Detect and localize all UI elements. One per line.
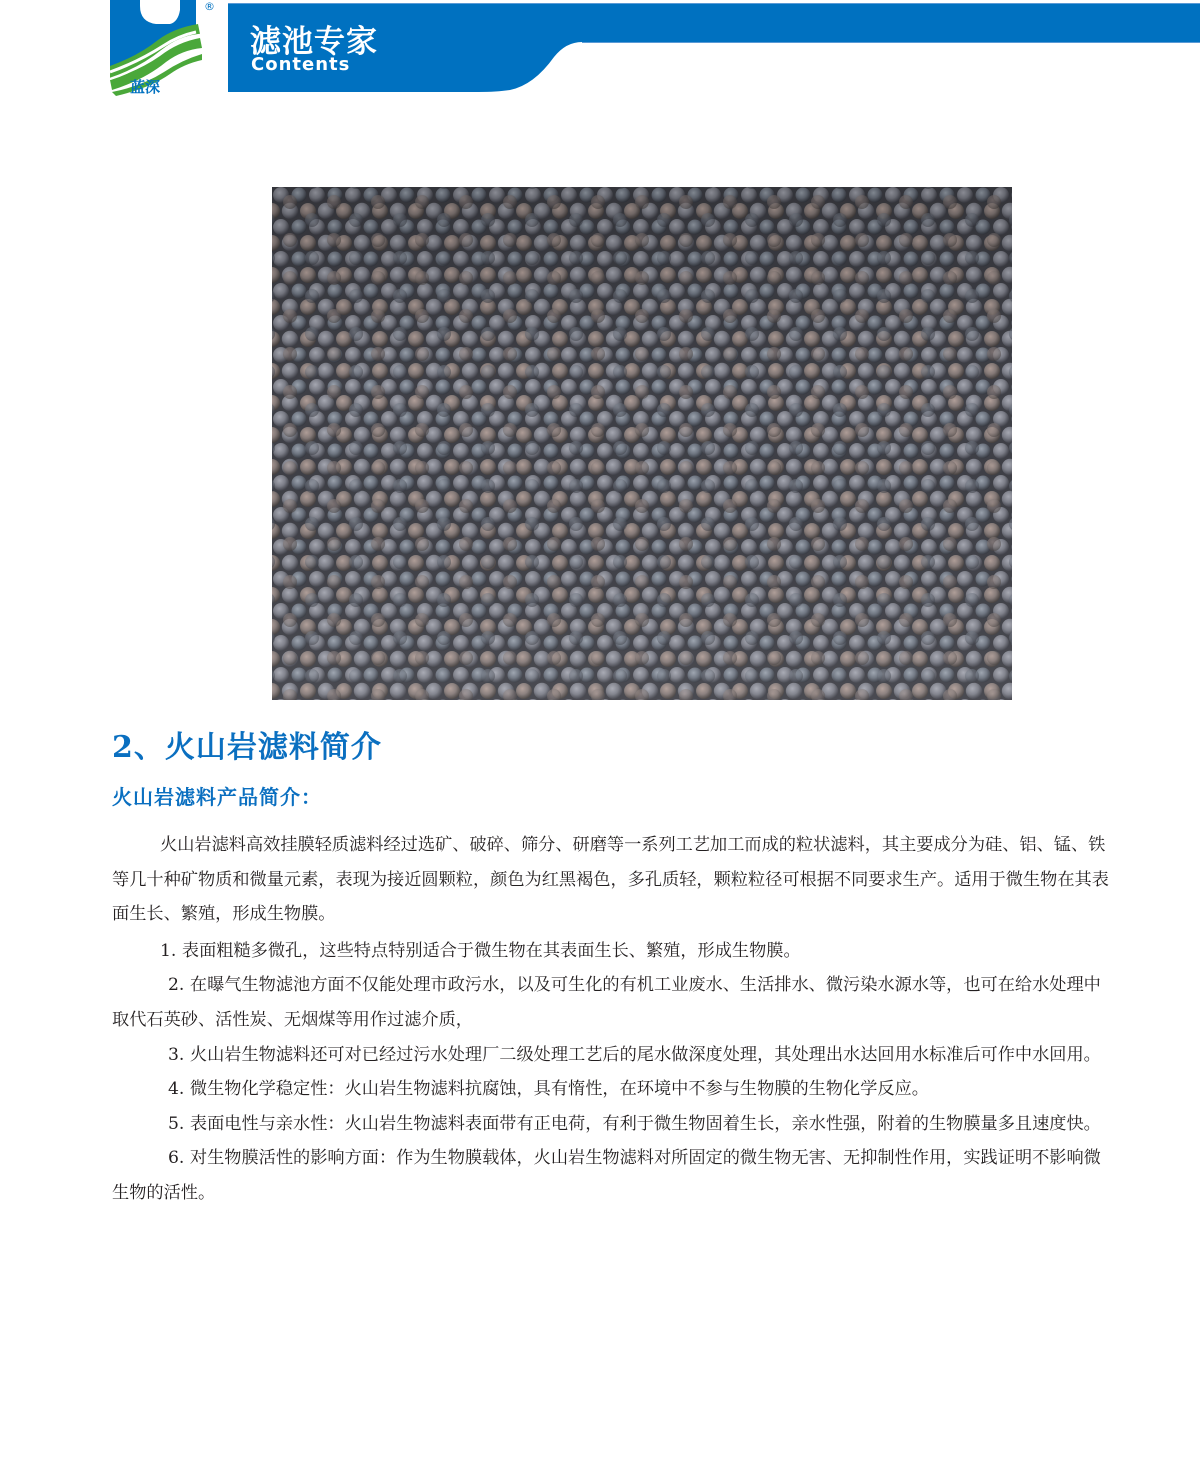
product-description bbox=[112, 828, 1112, 1211]
point-number: 3. bbox=[168, 1044, 185, 1065]
registered-trademark: ® bbox=[204, 0, 215, 13]
point-number: 2. bbox=[168, 975, 185, 996]
section-title: 2、火山岩滤料简介 bbox=[112, 730, 382, 765]
banner-subtitle: Contents bbox=[251, 54, 351, 75]
point-text: 表面电性与亲水性：火山岩生物滤料表面带有正电荷，有利于微生物固着生长，亲水性强，附着的生物膜量多且速度快。 bbox=[189, 1113, 1101, 1134]
logo-mark-icon bbox=[108, 0, 218, 96]
company-logo bbox=[108, 0, 218, 96]
feature-point-4 bbox=[112, 1072, 1112, 1107]
feature-point-2 bbox=[112, 968, 1112, 1037]
feature-point-5 bbox=[112, 1107, 1112, 1142]
point-text: 火山岩生物滤料还可对已经过污水处理厂二级处理工艺后的尾水做深度处理，其处理出水达回用水标准后可作中水回用。 bbox=[189, 1044, 1101, 1065]
point-text: 对生物膜活性的影响方面：作为生物膜载体，火山岩生物滤料对所固定的微生物无害、无抑制性作用，实践证明不影响微生物的活性。 bbox=[112, 1148, 1101, 1203]
intro-paragraph: 火山岩滤料高效挂膜轻质滤料经过选矿、破碎、筛分、研磨等一系列工艺加工而成的粒状滤料，其主要成分为硅、铝、锰、铁等几十种矿物质和微量元素，表现为接近圆颗粒，颜色为红黑褐色，多孔质轻，颗粒粒径可根据不同要求生产。适用于微生物在其表面生长、繁殖，形成生物膜。 bbox=[112, 835, 1109, 925]
point-number: 4. bbox=[168, 1079, 185, 1100]
feature-point-6 bbox=[112, 1141, 1112, 1210]
product-photo bbox=[272, 187, 1012, 700]
feature-point-1 bbox=[112, 934, 1112, 969]
feature-point-3 bbox=[112, 1038, 1112, 1073]
point-number: 1. bbox=[160, 940, 177, 961]
point-number: 5. bbox=[168, 1113, 185, 1134]
volcanic-rock-granules-image bbox=[272, 187, 1012, 700]
logo-brand-text: 蓝深 bbox=[130, 78, 161, 96]
point-number: 6. bbox=[168, 1148, 185, 1169]
point-text: 微生物化学稳定性：火山岩生物滤料抗腐蚀，具有惰性，在环境中不参与生物膜的生物化学反应。 bbox=[189, 1079, 929, 1100]
point-text: 表面粗糙多微孔，这些特点特别适合于微生物在其表面生长、繁殖，形成生物膜。 bbox=[181, 940, 801, 961]
banner-title: 滤池专家 bbox=[250, 24, 378, 60]
section-subtitle: 火山岩滤料产品简介： bbox=[112, 785, 322, 809]
page-header bbox=[0, 0, 1200, 100]
point-text: 在曝气生物滤池方面不仅能处理市政污水，以及可生化的有机工业废水、生活排水、微污染水源水等，也可在给水处理中取代石英砂、活性炭、无烟煤等用作过滤介质， bbox=[112, 975, 1101, 1030]
